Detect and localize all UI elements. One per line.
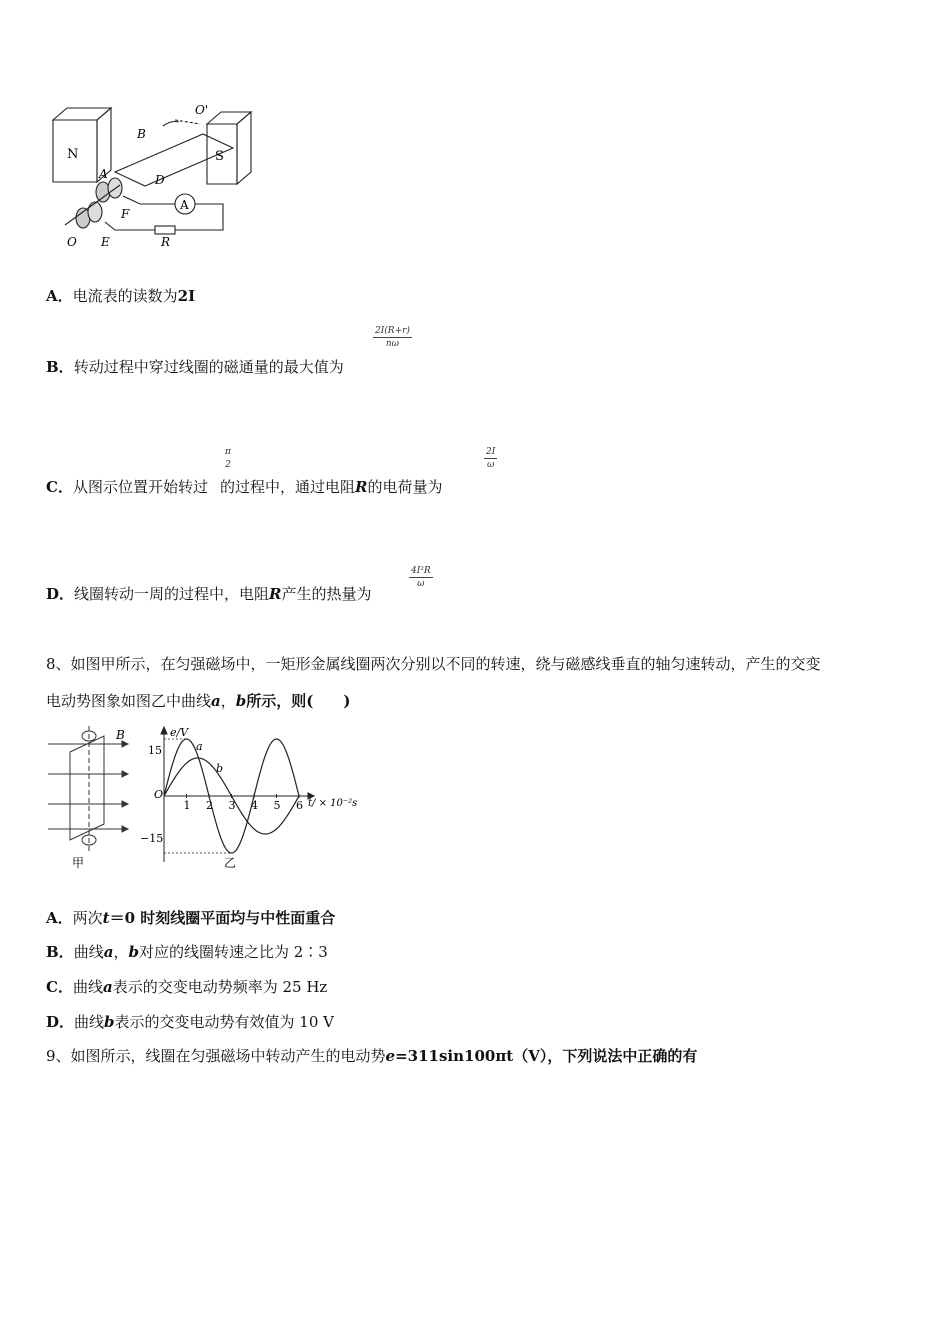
- var-r: R: [354, 478, 368, 496]
- option-label: C．: [46, 978, 73, 996]
- stem-text-2: =311sin100πt（V），下列说法中正确的有: [395, 1047, 698, 1065]
- y-axis-arrow: [161, 727, 167, 734]
- q7-c-angle-fraction: [223, 447, 233, 470]
- option-text-1: 曲线: [74, 1013, 105, 1031]
- y-max-label: 15: [148, 744, 162, 757]
- figure-label-yi: 乙: [224, 856, 237, 870]
- option-label: A．: [46, 287, 73, 305]
- fraction-numerator: 4I²R: [411, 566, 431, 576]
- fraction-denominator: nω: [385, 339, 400, 349]
- generator-diagram: [45, 100, 265, 255]
- x-tick-label: 4: [251, 799, 258, 812]
- origin-label: O: [154, 788, 164, 801]
- separator: ，: [113, 943, 129, 961]
- option-text-1: 两次: [72, 909, 103, 927]
- fraction-denominator: 2: [225, 460, 231, 470]
- option-text-3: 的电荷量为: [367, 478, 443, 496]
- option-value: 2I: [177, 287, 196, 305]
- option-text-1: 曲线: [72, 978, 103, 996]
- x-tick-label: 2: [206, 799, 213, 812]
- q7-c-fraction: [484, 447, 497, 470]
- field-label-b: B: [116, 728, 125, 742]
- option-label: D．: [46, 585, 75, 603]
- stem-text: 电动势图象如图乙中曲线: [46, 692, 212, 710]
- var-a: a: [102, 978, 113, 996]
- q7-b-fraction: [373, 326, 412, 349]
- q9-stem: [46, 1046, 697, 1066]
- south-label: S: [215, 149, 224, 164]
- stem-text-1: 9、如图所示，线圈在匀强磁场中转动产生的电动势: [46, 1047, 386, 1065]
- label-o: O: [67, 235, 77, 249]
- var-r: R: [269, 585, 282, 603]
- x-tick-label: 3: [228, 799, 236, 812]
- q8-stem-line-2: [46, 691, 350, 711]
- y-axis-label: e/V: [170, 726, 189, 739]
- option-text-2: 表示的交变电动势频率为 25 Hz: [112, 978, 328, 996]
- x-axis-label: t/ × 10⁻²s: [308, 798, 358, 809]
- option-label: A．: [46, 909, 73, 927]
- label-e: E: [101, 235, 110, 249]
- fraction-numerator: 2I(R+r): [375, 326, 410, 336]
- option-text-1: 线圈转动一周的过程中，电阻: [74, 585, 270, 603]
- option-label: B．: [46, 358, 74, 376]
- north-label: N: [67, 147, 79, 162]
- fraction-denominator: ω: [486, 460, 495, 470]
- label-a: A: [99, 167, 108, 181]
- curve-b-label: b: [216, 762, 224, 775]
- x-tick-label: 5: [273, 799, 281, 812]
- var-b: b: [128, 943, 139, 961]
- option-text-2: 的过程中，通过电阻: [219, 478, 355, 496]
- option-text-2: 对应的线圈转速之比为 2∶3: [138, 943, 328, 961]
- option-text-2: 产生的热量为: [281, 585, 372, 603]
- y-min-label: −15: [140, 832, 164, 845]
- var-a: a: [103, 943, 114, 961]
- q7-option-a[interactable]: [46, 286, 195, 306]
- option-label: C．: [46, 478, 73, 496]
- q7-option-d[interactable]: [46, 584, 372, 604]
- q8-stem-line-1: 8、如图甲所示，在匀强磁场中，一矩形金属线圈两次分别以不同的转速，绕与磁感线垂直的轴匀速转动，产生的交变: [46, 655, 821, 673]
- label-r: R: [161, 235, 171, 249]
- label-o-prime: O': [195, 103, 209, 117]
- option-text-2: ＝0 时刻线圈平面均与中性面重合: [109, 909, 336, 927]
- option-text: 电流表的读数为: [72, 287, 178, 305]
- coil-field-diagram: [44, 724, 139, 874]
- option-label: B．: [46, 943, 74, 961]
- var-a: a: [211, 692, 221, 710]
- x-tick-label: 1: [183, 799, 191, 812]
- q7-d-fraction: [409, 566, 433, 589]
- q7-option-b[interactable]: [46, 357, 344, 377]
- x-tick-label: 6: [296, 799, 303, 812]
- q8-option-d[interactable]: [46, 1012, 334, 1032]
- label-f: F: [121, 207, 130, 221]
- option-text-2: 表示的交变电动势有效值为 10 V: [114, 1013, 334, 1031]
- option-text: 转动过程中穿过线圈的磁通量的最大值为: [73, 358, 344, 376]
- var-b: b: [235, 692, 247, 710]
- label-b: B: [137, 127, 146, 141]
- q8-option-c[interactable]: [46, 977, 327, 997]
- fraction-denominator: ω: [417, 579, 425, 589]
- option-text-1: 曲线: [73, 943, 104, 961]
- ammeter-label: A: [180, 198, 189, 212]
- option-text-1: 从图示位置开始转过: [72, 478, 208, 496]
- q8-option-b[interactable]: [46, 942, 328, 962]
- curve-a-label: a: [196, 740, 203, 753]
- q7-option-c[interactable]: [46, 477, 442, 497]
- option-label: D．: [46, 1013, 75, 1031]
- emf-time-chart: [138, 724, 363, 874]
- stem-text-end: 所示，则( ): [246, 692, 351, 710]
- var-e: e: [385, 1047, 396, 1065]
- separator: ，: [220, 692, 236, 710]
- fraction-numerator: π: [225, 447, 231, 457]
- fraction-numerator: 2I: [486, 447, 496, 457]
- var-t: t: [102, 909, 110, 927]
- figure-label-jia: 甲: [72, 856, 85, 870]
- var-b: b: [104, 1013, 115, 1031]
- q8-option-a[interactable]: [46, 908, 335, 928]
- label-d: D: [155, 173, 165, 187]
